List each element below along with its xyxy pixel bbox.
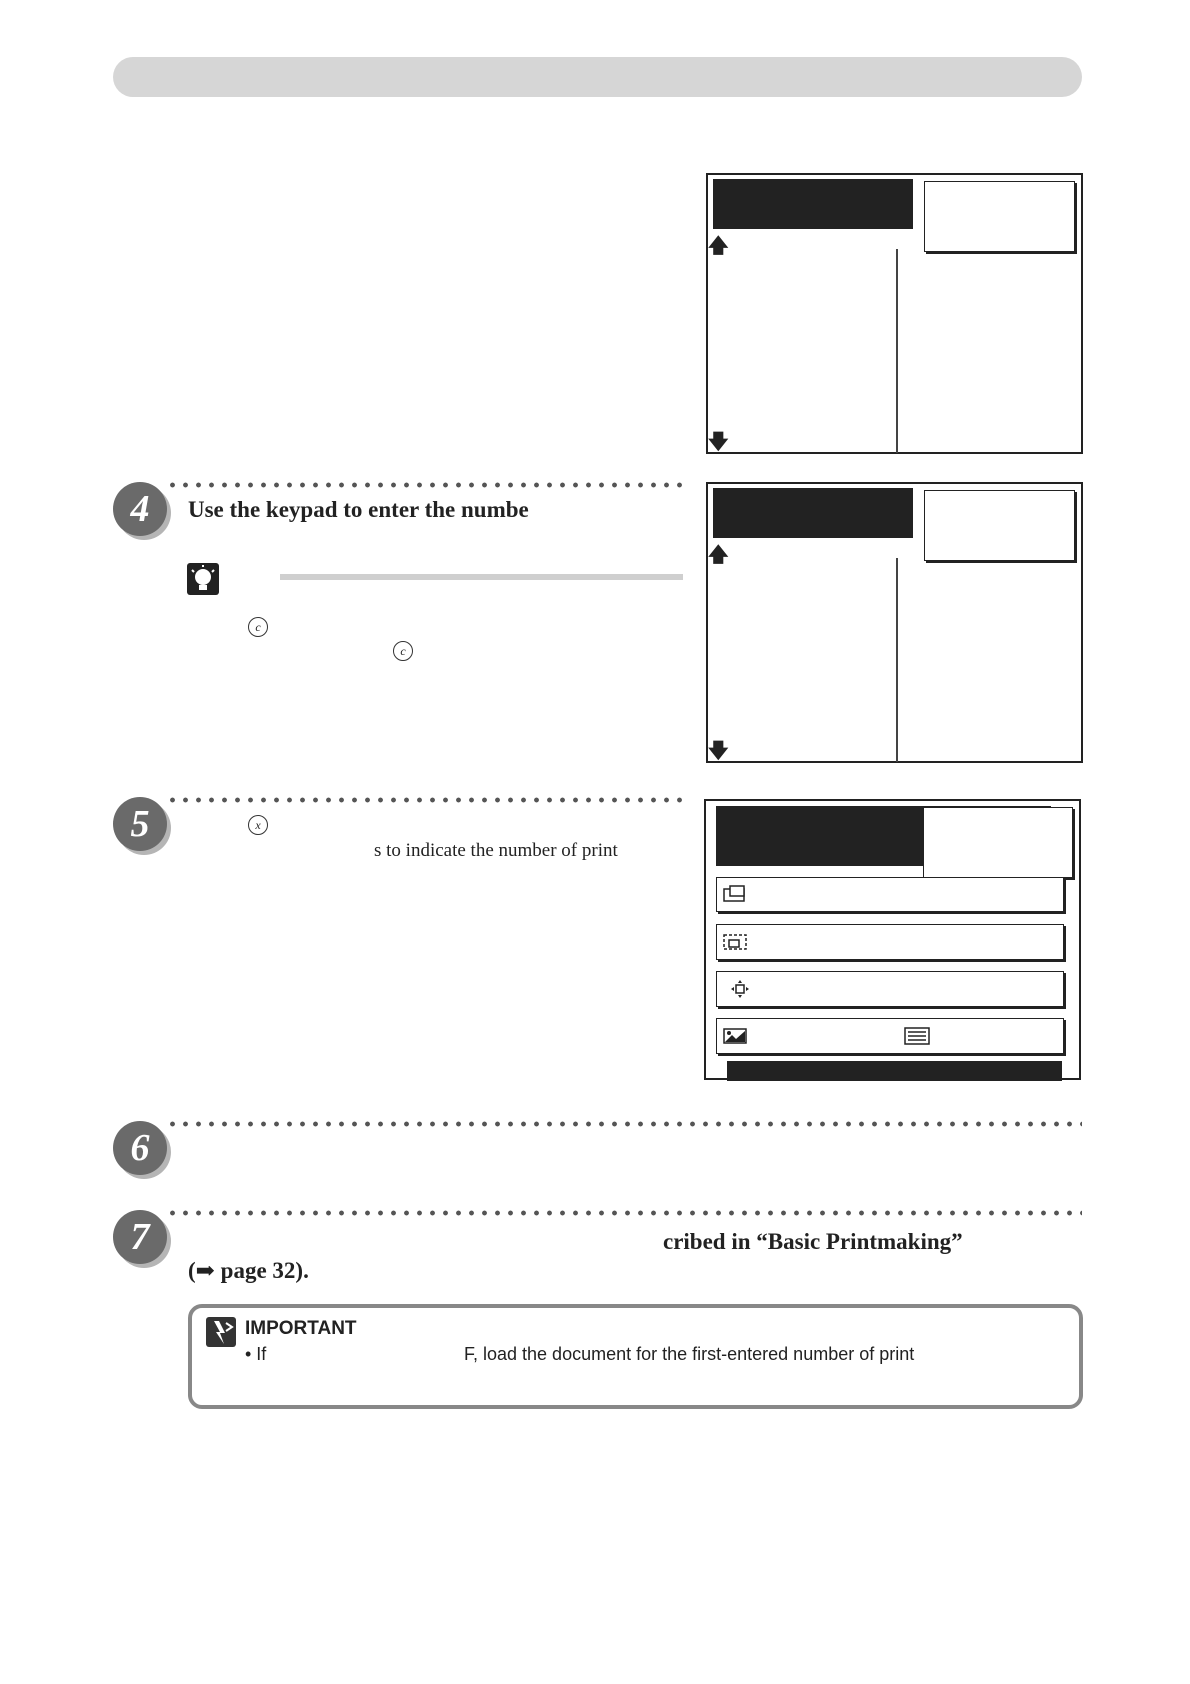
lcd-screen-1: [706, 173, 1083, 454]
position-icon: [727, 980, 753, 998]
lcd-screen-3: [704, 799, 1081, 1080]
image-mode-icon: [722, 1027, 748, 1045]
important-notice: [188, 1304, 1083, 1409]
important-icon: [206, 1317, 236, 1347]
important-title: IMPORTANT: [245, 1318, 357, 1339]
lcd-divider: [896, 249, 898, 453]
important-bullet: • If: [245, 1344, 267, 1364]
up-arrow-icon: 🡅: [708, 233, 729, 257]
step-7-divider: [166, 1210, 1082, 1216]
important-text: F, load the document for the first-entered number of print: [464, 1344, 915, 1364]
text-mode-icon: [904, 1027, 930, 1045]
lcd-title-bar: [713, 488, 913, 538]
clear-key-icon: c: [248, 617, 268, 637]
lcd-screen-2: [706, 482, 1083, 763]
step-7-badge: 7: [113, 1210, 167, 1264]
step-6-divider: [166, 1121, 1082, 1127]
lcd-title-bar: [713, 179, 913, 229]
step-5-badge: 5: [113, 797, 167, 851]
lcd-menu-row: [716, 1018, 1064, 1054]
step-7-heading-line2: (➡ page 32).: [188, 1258, 309, 1283]
lcd-status-bar: [727, 1061, 1062, 1081]
step-5-text: s to indicate the number of print: [374, 840, 618, 861]
lcd-divider: [896, 558, 898, 762]
down-arrow-icon: 🡇: [708, 429, 729, 453]
header-bar: [113, 57, 1082, 97]
lcd-value-box: [924, 181, 1075, 252]
down-arrow-icon: 🡇: [708, 738, 729, 762]
lcd-menu-row: [716, 924, 1064, 960]
step-4-badge: 4: [113, 482, 167, 536]
lcd-menu-row: [716, 971, 1064, 1007]
step-4-divider: [166, 482, 686, 488]
clear-key-icon: c: [393, 641, 413, 661]
layout-icon: [722, 885, 748, 903]
hint-divider-line: [280, 574, 683, 580]
stop-key-icon: x: [248, 815, 268, 835]
lcd-value-box: [924, 490, 1075, 561]
lcd-menu-row: [716, 877, 1064, 912]
lightbulb-hint-icon: [187, 563, 219, 595]
step-7-heading-line1: cribed in “Basic Printmaking”: [663, 1229, 963, 1254]
up-arrow-icon: 🡅: [708, 542, 729, 566]
crop-icon: [722, 933, 748, 951]
step-6-badge: 6: [113, 1121, 167, 1175]
lcd-value-box: [923, 807, 1073, 878]
step-5-divider: [166, 797, 686, 803]
step-4-heading: Use the keypad to enter the numbe: [188, 497, 529, 522]
